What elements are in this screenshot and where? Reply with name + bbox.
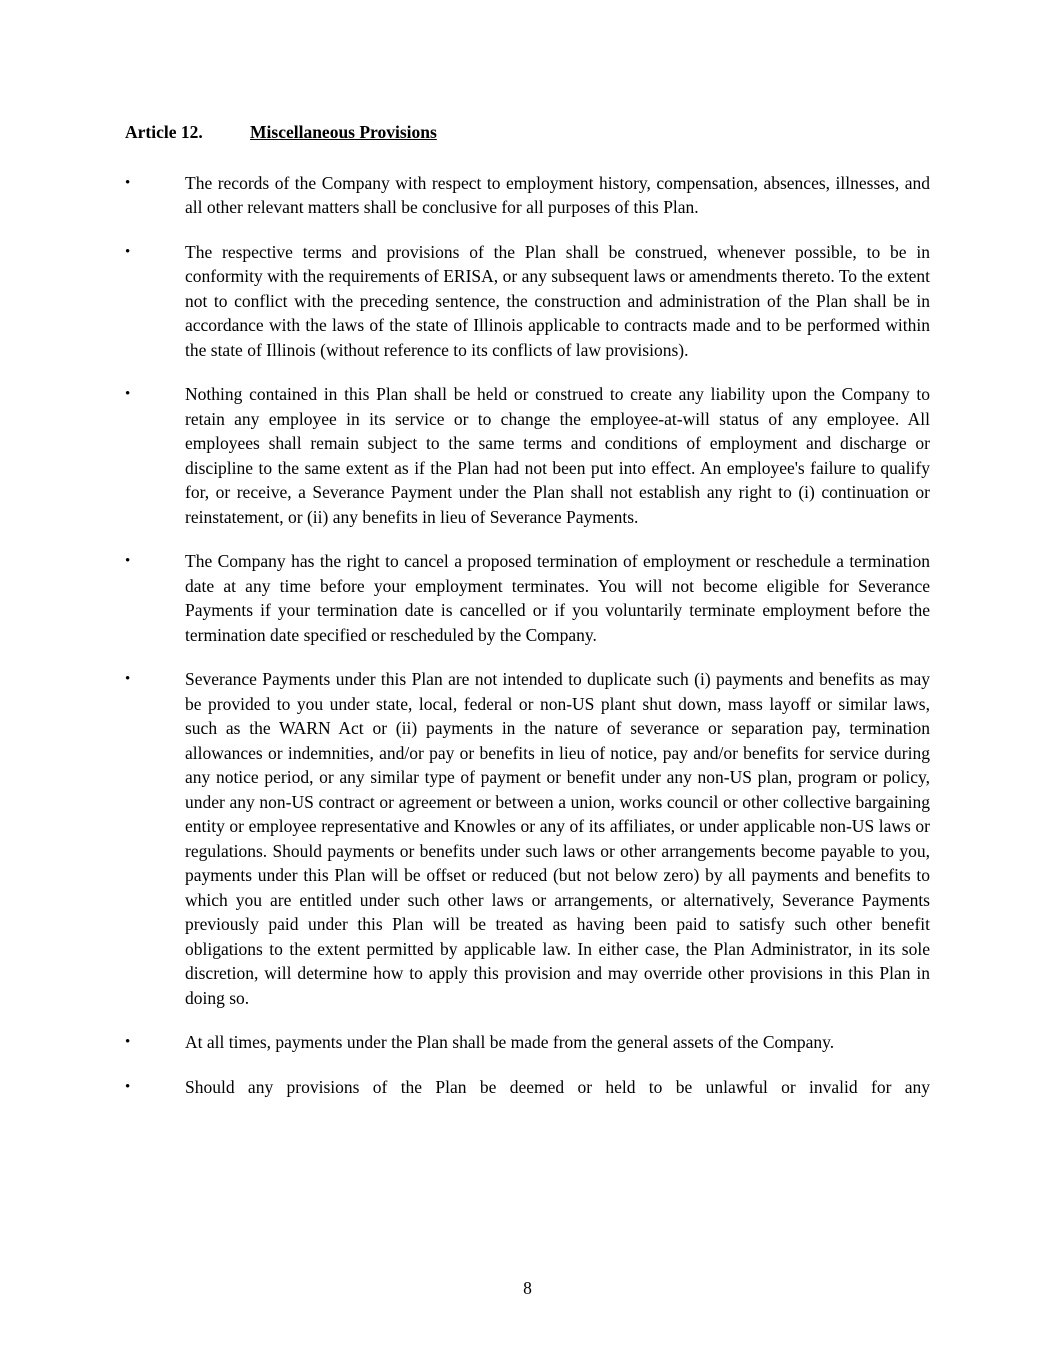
bullet-item xyxy=(125,382,930,529)
bullet-marker: • xyxy=(125,553,131,569)
bullet-item xyxy=(125,549,930,647)
bullet-item xyxy=(125,171,930,220)
bullet-text: The respective terms and provisions of the Plan shall be construed, whenever possible, to be in conformity with the requirements of ERISA, or any subsequent laws or amendments thereto. To the extent not to conflict with the preceding sentence, the construction and administration of the Plan shall be in accordance with the laws of the state of Illinois applicable to contracts made and to be performed within the state of Illinois (without reference to its conflicts of law provisions). xyxy=(185,241,930,360)
bullet-marker: • xyxy=(125,174,131,191)
bullet-marker: • xyxy=(125,386,131,402)
page-number: 8 xyxy=(523,1278,532,1298)
bullet-text: Should any provisions of the Plan be deemed or held to be unlawful or invalid for any xyxy=(185,1076,930,1097)
bullet-text: The Company has the right to cancel a proposed termination of employment or reschedule a termination date at any time before your employment terminates. You will not become eligible for Severance Payments if your termination date is cancelled or if you voluntarily terminate employment before the termination date specified or rescheduled by the Company. xyxy=(185,551,930,645)
bullet-item xyxy=(125,1075,930,1100)
article-title: Miscellaneous Provisions xyxy=(250,122,437,142)
bullet-marker: • xyxy=(125,671,131,687)
bullet-text: Severance Payments under this Plan are not intended to duplicate such (i) payments and benefits as may be provided to you under state, local, federal or non-US plant shut down, mass layoff or similar laws, such as the WARN Act or (ii) payments in the nature of severance or separation pay, termination allowances or indemnities, and/or pay or benefits in lieu of notice, pay and/or benefits for service during any notice period, or any similar type of payment or benefit under any non-US plan, program or policy, under any non-US contract or agreement or between a union, works council or other collective bargaining entity or employee representative and Knowles or any of its affiliates, or under applicable non-US laws or regulations. Should payments or benefits under such laws or other arrangements become payable to you, payments under this Plan will be offset or reduced (but not below zero) by all payments and benefits to which you are entitled under such other laws or arrangements, or alternatively, Severance Payments previously paid under this Plan will be treated as having been paid to satisfy such other benefit obligations to the extent permitted by applicable law. In either case, the Plan Administrator, in its sole discretion, will determine how to apply this provision and may override other provisions in this Plan in doing so. xyxy=(185,669,930,1008)
bullet-item xyxy=(125,667,930,1010)
bullet-item xyxy=(125,1030,930,1055)
bullet-marker: • xyxy=(125,243,131,260)
article-heading xyxy=(125,120,930,145)
bullet-text: At all times, payments under the Plan shall be made from the general assets of the Company. xyxy=(185,1032,835,1052)
bullet-marker: • xyxy=(125,1078,131,1095)
bullet-marker: • xyxy=(125,1034,131,1050)
bullet-text: Nothing contained in this Plan shall be held or construed to create any liability upon the Company to retain any employee in its service or to change the employee-at-will status of any employee. All employees shall remain subject to the same terms and conditions of employment and discharge or discipline to the same extent as if the Plan had not been put into effect. An employee's failure to qualify for, or receive, a Severance Payment under the Plan shall not establish any right to (i) continuation or reinstatement, or (ii) any benefits in lieu of Severance Payments. xyxy=(185,384,930,527)
article-number: Article 12. xyxy=(125,122,203,142)
bullet-text: The records of the Company with respect to employment history, compensation, absences, illnesses, and all other relevant matters shall be conclusive for all purposes of this Plan. xyxy=(185,172,930,217)
bullet-item xyxy=(125,240,930,363)
